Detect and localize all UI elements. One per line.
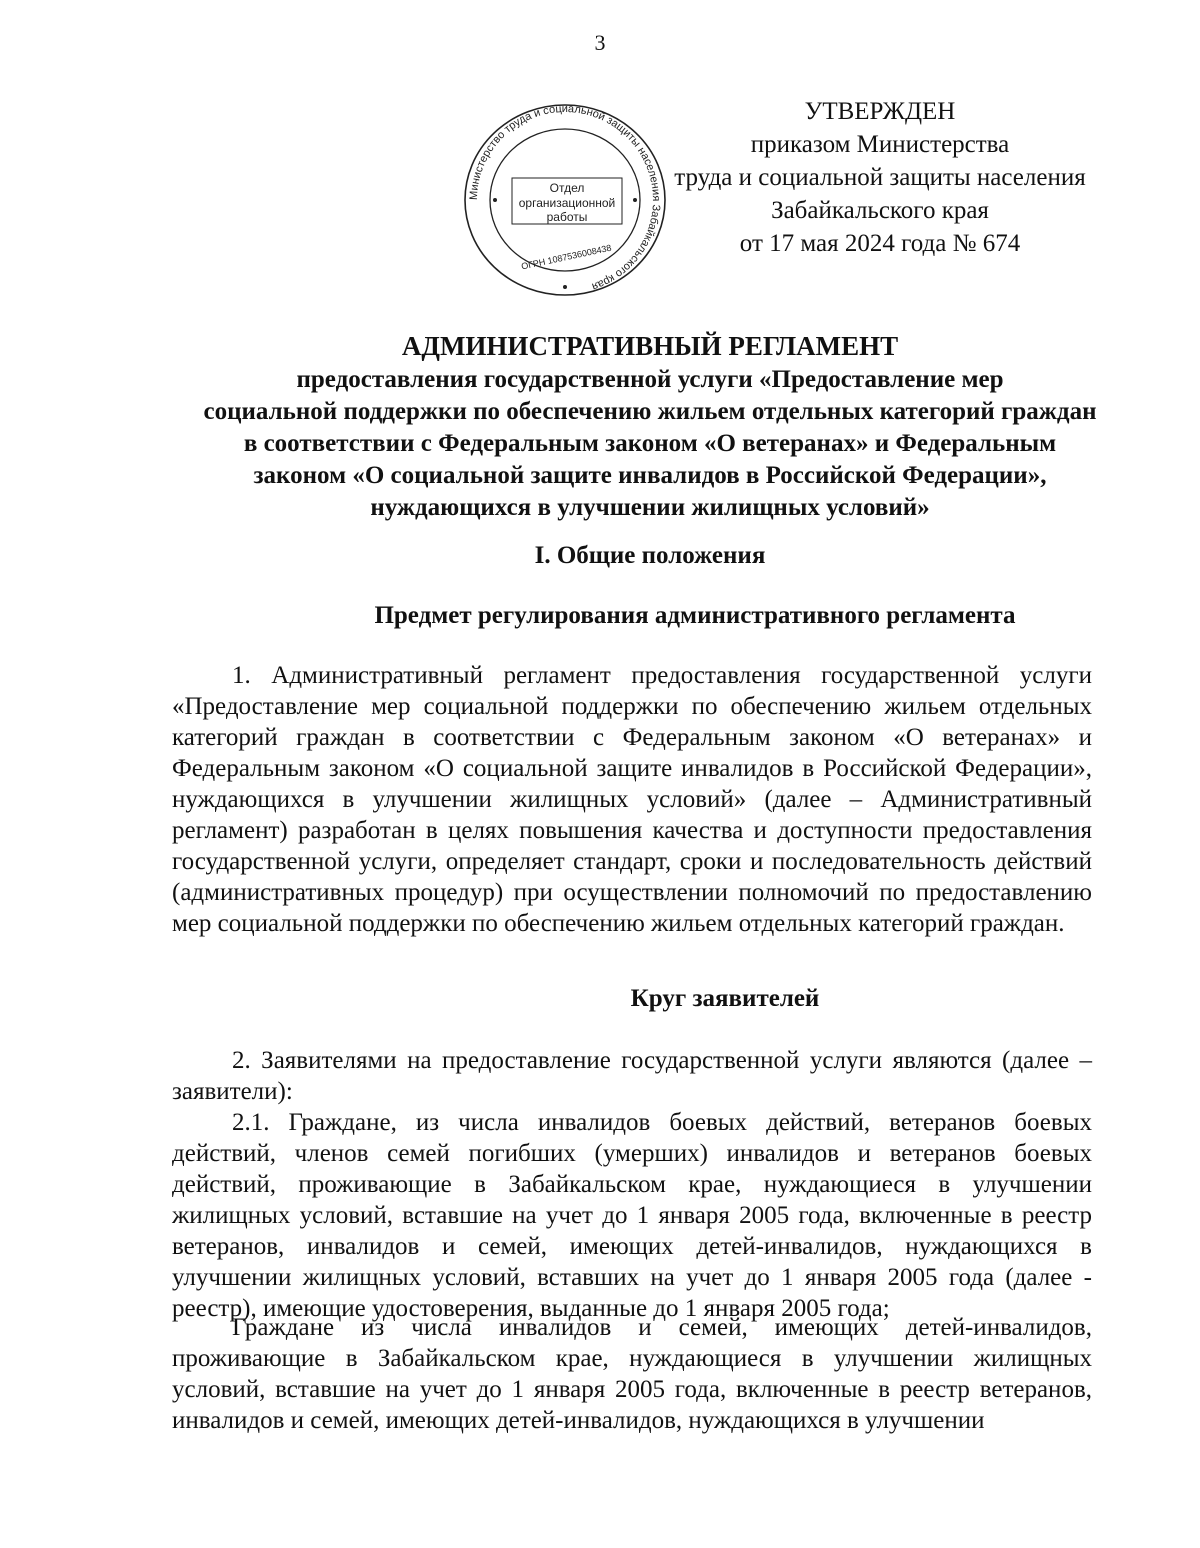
svg-text:Министерство труда и социально: Министерство труда и социальной защиты населения Забайкальского края <box>467 102 663 293</box>
svg-text:ОГРН 1087536008438: ОГРН 1087536008438 <box>520 242 613 272</box>
title-line-2: социальной поддержки по обеспечению жильем отдельных категорий граждан <box>203 398 1097 425</box>
paragraph-2-1: 2.1. Граждане, из числа инвалидов боевых действий, ветеранов боевых действий, членов семей погибших (умерших) инвалидов и ветеранов боевых действий, проживающие в Забайкальском крае, нуждающиеся в улучшении жилищных условий, вставшие на учет до 1 января 2005 года, включенные в реестр ветеранов, инвалидов и семей, имеющих детей-инвалидов, нуждающихся в улучшении жилищных условий, вставших на учет до 1 января 2005 года (далее - реестр), имеющие удостоверения, выданные до 1 января 2005 года; <box>172 1109 1092 1322</box>
title-line-3: в соответствии с Федеральным законом «О ветеранах» и Федеральным <box>243 430 1057 457</box>
document-title <box>150 330 1150 524</box>
organization-stamp <box>460 100 670 300</box>
approval-date: от 17 мая 2024 года № 674 <box>739 230 1021 257</box>
approval-line-3: труда и социальной защиты населения <box>674 164 1086 191</box>
subsection-heading-subject: Предмет регулирования административного регламента <box>374 602 1016 629</box>
section-heading-general: I. Общие положения <box>534 542 766 569</box>
paragraph-2-2: Граждане из числа инвалидов и семей, имеющих детей-инвалидов, проживающие в Забайкальском крае, нуждающиеся в улучшении жилищных условий, вставшие на учет до 1 января 2005 года, включенные в реестр ветеранов, инвалидов и семей, имеющих детей-инвалидов, нуждающихся в улучшении <box>172 1314 1092 1434</box>
approval-status: УТВЕРЖДЕН <box>804 98 956 125</box>
svg-text:организационной: организационной <box>518 196 616 210</box>
title-line-1: предоставления государственной услуги «Предоставление мер <box>296 366 1004 393</box>
page-number: 3 <box>594 30 606 55</box>
svg-text:работы: работы <box>546 210 588 224</box>
subsection-heading-applicants: Круг заявителей <box>630 985 820 1012</box>
approval-block <box>660 95 1100 260</box>
title-line-4: законом «О социальной защите инвалидов в Российской Федерации», <box>253 462 1047 489</box>
title-line-5: нуждающихся в улучшении жилищных условий» <box>370 494 930 521</box>
paragraph-1: 1. Административный регламент предоставления государственной услуги «Предоставление мер социальной поддержки по обеспечению жильем отдельных категорий граждан в соответствии с Федеральным законом «О ветеранах» и Федеральным законом «О социальной защите инвалидов в Российской Федерации», нуждающихся в улучшении жилищных условий» (далее – Административный регламент) разработан в целях повышения качества и доступности предоставления государственной услуги, определяет стандарт, сроки и последовательность действий (административных процедур) при осуществлении полномочий по предоставлению мер социальной поддержки по обеспечению жильем отдельных категорий граждан. <box>172 662 1092 937</box>
approval-line-2: приказом Министерства <box>750 131 1010 158</box>
approval-line-4: Забайкальского края <box>771 197 989 224</box>
svg-text:Отдел: Отдел <box>549 181 585 195</box>
stamp-seal-graphic <box>460 100 670 300</box>
title-main: АДМИНИСТРАТИВНЫЙ РЕГЛАМЕНТ <box>401 331 899 361</box>
paragraph-2: 2. Заявителями на предоставление государственной услуги являются (далее – заявители): <box>172 1047 1092 1105</box>
